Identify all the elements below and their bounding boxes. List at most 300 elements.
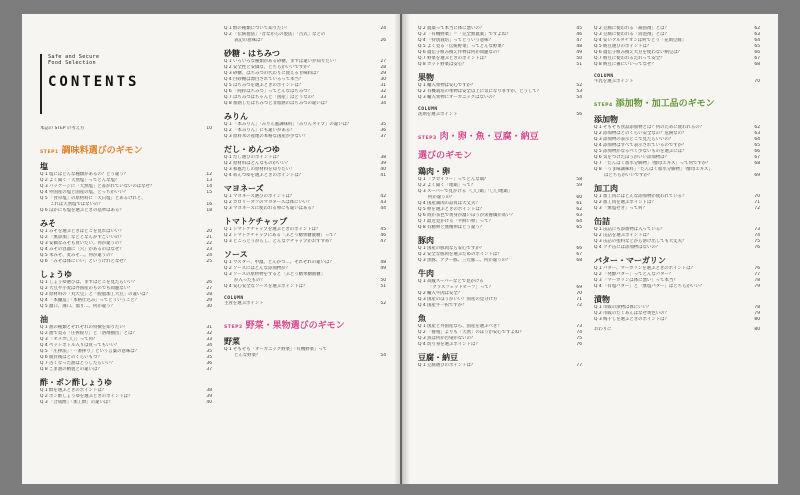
toc-entry-page: 16 bbox=[206, 202, 212, 207]
toc-entry bbox=[40, 208, 212, 214]
toc-entry-page: 70 bbox=[754, 79, 760, 84]
toc-entry-page: 35 bbox=[206, 355, 212, 360]
toc-entry bbox=[224, 206, 386, 212]
toc-entry-title: Q 6 「純粋はちみつ」ってどんなはちみつ？ bbox=[224, 89, 312, 94]
toc-entry-title: Q 2 原材料はどんなものがいい？ bbox=[224, 161, 291, 166]
toc-entry-page: 61 bbox=[576, 201, 582, 206]
right-page bbox=[402, 14, 778, 484]
page-title: CONTENTS bbox=[48, 74, 140, 91]
toc-entry-page: 46 bbox=[576, 32, 582, 37]
toc-entry-title: 牛乳を選ぶポイント bbox=[594, 79, 634, 84]
toc-entry-page: 26 bbox=[380, 38, 386, 43]
toc-entry-title: Q 3 原材料の「丸大豆」と「脱脂加工大豆」の違いは？ bbox=[40, 292, 151, 297]
toc-entry-page: 74 bbox=[576, 330, 582, 335]
toc-entry-title: Q 1 バター、マーガリンを選ぶときのポイントは？ bbox=[594, 266, 695, 271]
toc-entry-title: 「グラスフェッドビーフ」って？ bbox=[428, 285, 494, 290]
toc-entry bbox=[418, 95, 582, 101]
toc-entry bbox=[418, 258, 582, 264]
toc-entry-title: Q 3 「合成酢」「加工酢」の違いは？ bbox=[40, 400, 113, 405]
toc-entry bbox=[594, 284, 760, 290]
toc-entry bbox=[40, 400, 212, 406]
toc-entry-title: Q 2 豆腐に使われる「凝固剤」とは？ bbox=[594, 26, 669, 31]
toc-entry-title: が入ったもの？ bbox=[234, 278, 265, 283]
toc-entry-page: 49 bbox=[380, 266, 386, 271]
toc-category: 果物 bbox=[418, 73, 434, 82]
toc-entry-title: Q 5 納豆選びのポイントは？ bbox=[594, 44, 652, 49]
toc-entry-page: 58 bbox=[576, 177, 582, 182]
toc-entry bbox=[224, 38, 386, 44]
toc-entry-page: 65 bbox=[576, 225, 582, 230]
toc-entry-page: 38 bbox=[206, 388, 212, 393]
toc-entry-title: Q 4 安いグルタチオンは何でどう「充填豆腐」 bbox=[594, 38, 687, 43]
toc-category: 塩 bbox=[40, 162, 48, 171]
toc-entry-page: 66 bbox=[576, 246, 582, 251]
book-gutter bbox=[394, 14, 410, 484]
toc-column-right-2 bbox=[594, 26, 760, 333]
toc-step-heading bbox=[40, 138, 212, 157]
toc-entry-title: Q 1 ウスター、中濃、とんかつ…。それぞれの違いは？ bbox=[224, 260, 334, 265]
toc-entry-page: 40 bbox=[206, 400, 212, 405]
toc-entry-title: Q 2 「本みりん」にも違いがある？ bbox=[224, 128, 295, 133]
toc-entry-page: 28 bbox=[206, 292, 212, 297]
toc-entry-title: Q 1 そもそも「オーガニック野菜」「有機野菜」って bbox=[224, 347, 328, 352]
toc-entry-title: 本誌の STEP の考え方 bbox=[40, 126, 85, 131]
toc-entry-page: 64 bbox=[576, 219, 582, 224]
toc-entry-page: 15 bbox=[206, 190, 212, 195]
toc-entry-page: 52 bbox=[576, 83, 582, 88]
toc-step-heading bbox=[594, 91, 760, 110]
toc-entry-page: 32 bbox=[206, 331, 212, 336]
toc-entry-page: 48 bbox=[380, 260, 386, 265]
toc-entry-title: Q 4 「有塩バター」と「無塩バター」はどちらがいい？ bbox=[594, 284, 705, 289]
toc-entry-page: 24 bbox=[206, 253, 212, 258]
toc-category: みそ bbox=[40, 219, 56, 228]
step-label: STEP4 bbox=[594, 103, 613, 108]
toc-entry-title: Q 5 米みそ、麦みそ…。何が違うの？ bbox=[40, 253, 115, 258]
left-page bbox=[22, 14, 400, 484]
heading-subtitle-2: Food Selection bbox=[48, 60, 96, 67]
toc-category: 漬物 bbox=[594, 295, 610, 304]
toc-entry-title: Q 8 「うま味調味料」「たんぱく加水分解物」「酵母エキス」 bbox=[594, 167, 713, 172]
toc-entry-title: Q 5 はちみつを選ぶときのポイントは？ bbox=[224, 83, 304, 88]
toc-entry-title: Q 3 国産のほうがいい？国産の見分け方 bbox=[418, 297, 498, 302]
toc-entry bbox=[224, 134, 386, 140]
toc-entry-page: 73 bbox=[576, 324, 582, 329]
step-title: 野菜・果物選びのギモン bbox=[245, 321, 345, 331]
toc-entry bbox=[594, 317, 760, 323]
toc-entry-page: 50 bbox=[380, 278, 386, 283]
toc-entry-title: Q 2 油で見る「圧搾絞り」と「溶剤抽出」とは？ bbox=[40, 331, 137, 336]
toc-entry bbox=[594, 173, 760, 179]
toc-entry-title: Q 3 スーパーで見かける「〇〇鶏」「〇〇地鶏」 bbox=[418, 189, 513, 194]
toc-entry-page: 67 bbox=[754, 56, 760, 61]
toc-column-left-1 bbox=[40, 126, 212, 406]
toc-entry-page: 72 bbox=[754, 206, 760, 211]
toc-entry bbox=[224, 173, 386, 179]
toc-entry bbox=[418, 62, 582, 68]
toc-entry-title: Q 2 ポン酢しょうゆを選ぶときのポイントは？ bbox=[40, 394, 133, 399]
toc-entry-title: Q 3 梅干しを選ぶときのポイントは？ bbox=[594, 317, 669, 322]
toc-entry-page: 66 bbox=[754, 149, 760, 154]
toc-entry-page: 72 bbox=[576, 303, 582, 308]
toc-entry-page: 68 bbox=[576, 258, 582, 263]
toc-entry-title: Q 1 豆腐選びのポイントは？ bbox=[418, 363, 476, 368]
toc-entry-title: Q 3 安価なみそも買いたい。何が違うの？ bbox=[40, 241, 124, 246]
toc-entry-title: Q 2 よく聞く「天然塩」ってどんな塩？ bbox=[40, 178, 120, 183]
toc-entry-page: 12 bbox=[206, 172, 212, 177]
toc-entry-page: 80 bbox=[754, 327, 760, 332]
step-title: 調味料選びのギモン bbox=[61, 146, 143, 156]
toc-entry-title: Q 2 加工肉を選ぶポイントは？ bbox=[594, 200, 656, 205]
toc-entry-title: Q 1 みそを選ぶときはどこを見ればいい？ bbox=[40, 229, 124, 234]
toc-entry-page: 66 bbox=[754, 50, 760, 55]
toc-entry-title: Q 7 野菜を選ぶときのポイントは？ bbox=[418, 56, 489, 61]
toc-entry-title: Q 2 よく聞く「地鶏」って？ bbox=[418, 183, 476, 188]
toc-entry-page: 70 bbox=[576, 291, 582, 296]
toc-entry-page: 52 bbox=[380, 301, 386, 306]
toc-entry-page: 41 bbox=[380, 173, 386, 178]
toc-entry-title: Q 4 めんつゆを選ぶときのポイントは？ bbox=[224, 173, 304, 178]
toc-entry-title: Q 2 大豆や小麦は外国産のものでも問題ない？ bbox=[40, 286, 133, 291]
toc-category: 豚肉 bbox=[418, 236, 434, 245]
toc-entry-title: Q 2 缶詰を選ぶポイントは？ bbox=[594, 233, 652, 238]
toc-entry-page: 47 bbox=[576, 38, 582, 43]
toc-category: 缶詰 bbox=[594, 217, 610, 226]
toc-entry-page: 31 bbox=[380, 83, 386, 88]
toc-entry-page: 63 bbox=[754, 131, 760, 136]
toc-entry-page: 63 bbox=[754, 32, 760, 37]
toc-entry-page: 73 bbox=[754, 227, 760, 232]
toc-category: 添加物 bbox=[594, 115, 618, 124]
toc-entry-page: 37 bbox=[206, 367, 212, 372]
toc-entry-page: 27 bbox=[206, 286, 212, 291]
toc-entry-title: Q 3 ところとうがらし、どんなケチャップがおすすめ？ bbox=[224, 239, 334, 244]
column-label: COLUMN bbox=[418, 107, 438, 112]
toc-entry-title: Q 3 マヨネーズに使われる卵にも違いはある？ bbox=[224, 206, 317, 211]
toc-entry-page: 21 bbox=[206, 235, 212, 240]
toc-entry-page: 78 bbox=[754, 278, 760, 283]
toc-entry-title: おわりに bbox=[594, 327, 612, 332]
toc-entry-title: Q 1 酢の種類について知りたい！ bbox=[224, 26, 291, 31]
toc-entry bbox=[418, 303, 582, 309]
toc-entry-page: 68 bbox=[754, 161, 760, 166]
toc-entry-page: 50 bbox=[576, 56, 582, 61]
toc-entry-page: 54 bbox=[380, 353, 386, 358]
toc-entry-title: Q 6 殻が茶色で黄身が濃いほうが栄養価が高い？ bbox=[418, 213, 515, 218]
toc-entry-title: Q 5 「食卓塩」の原材料に「天日塩」とあるけれど、 bbox=[40, 196, 146, 201]
toc-entry-page: 64 bbox=[754, 38, 760, 43]
toc-entry-page: 68 bbox=[754, 62, 760, 67]
toc-entry-page: 32 bbox=[380, 89, 386, 94]
toc-entry-title: Q 4 白砂糖は漂白されているって本当？ bbox=[224, 77, 304, 82]
toc-entry-page: 45 bbox=[576, 26, 582, 31]
toc-entry-title: Q 2 有機栽培の果物は安全以上に気になりますが、どうして？ bbox=[418, 89, 542, 94]
toc-category: マヨネーズ bbox=[224, 184, 264, 193]
toc-entry-page: 59 bbox=[576, 183, 582, 188]
toc-entry-page: 43 bbox=[380, 200, 386, 205]
toc-entry bbox=[594, 245, 760, 251]
toc-entry-title: Q 2 「伝統製法」「昔ながらの製法」「古式」などの bbox=[224, 32, 326, 37]
toc-entry-page: 23 bbox=[206, 247, 212, 252]
column-label: COLUMN bbox=[224, 296, 244, 301]
toc-entry-title: Q 3 輸入果物にオーガニックはないの？ bbox=[418, 95, 498, 100]
toc-entry-page: 69 bbox=[754, 173, 760, 178]
toc-entry-title: Q 1 加工肉にはどんな添加物が使われている？ bbox=[594, 194, 687, 199]
toc-entry-page: 62 bbox=[576, 207, 582, 212]
toc-entry-page: 64 bbox=[754, 137, 760, 142]
toc-entry-page: 20 bbox=[206, 229, 212, 234]
toc-category: 魚 bbox=[418, 314, 426, 323]
toc-entry bbox=[418, 363, 582, 369]
toc-entry-title: これは天然塩ではないの？ bbox=[50, 202, 103, 207]
toc-entry bbox=[40, 367, 212, 373]
toc-entry-page: 42 bbox=[380, 194, 386, 199]
toc-entry-title: Q 7 はちみつはちゃんと「国産」はどうなの？ bbox=[224, 95, 317, 100]
toc-entry-title: Q 1 高級スーパーなどで見かける bbox=[418, 279, 484, 284]
toc-entry-page: 51 bbox=[380, 284, 386, 289]
toc-entry-page: 25 bbox=[206, 259, 212, 264]
toc-entry-page: 69 bbox=[576, 285, 582, 290]
toc-category: しょうゆ bbox=[40, 270, 72, 279]
toc-entry-title: Q 1 しょうゆ選びは、まずはどこを見たらいい？ bbox=[40, 280, 137, 285]
toc-entry-page: 62 bbox=[754, 26, 760, 31]
toc-entry-title: Q 4 ペットボトル入りは買ってもいい？ bbox=[40, 343, 120, 348]
toc-entry-title: Q 6 「みそは体にいい」というけれどなぜ？ bbox=[40, 259, 129, 264]
toc-entry-title: Q 6 開封後はどのくらいもつ？ bbox=[40, 355, 102, 360]
toc-entry-title: Q 1 「ブロイラー」ってどんな鶏？ bbox=[418, 177, 489, 182]
heading-rule bbox=[40, 54, 42, 114]
toc-entry-title: Q 3 「オメガ〇〇」って何？ bbox=[40, 337, 98, 342]
toc-entry-title: Q 3 黒豚、アグー豚、三元豚…。何が違うの？ bbox=[418, 258, 511, 263]
toc-entry-title: Q 4 外国産の塩と国産の塩、どっちがいい？ bbox=[40, 190, 128, 195]
toc-entry-page: 78 bbox=[754, 305, 760, 310]
toc-entry-title: Q 2 ソースにはどんな添加物が？ bbox=[224, 266, 290, 271]
toc-category: 野菜 bbox=[224, 337, 240, 346]
toc-entry-page: 76 bbox=[754, 245, 760, 250]
toc-entry-title: Q 3 「無塩せき」って何？ bbox=[594, 206, 647, 211]
toc-entry-title: Q 1 マヨネーズ選びのポイントは？ bbox=[224, 194, 295, 199]
toc-column-left-2 bbox=[224, 26, 386, 359]
toc-entry-page: 77 bbox=[576, 363, 582, 368]
step-title: 肉・卵・魚・豆腐・納豆 選びのギモン bbox=[418, 132, 539, 161]
toc-entry-title: Q 2 「養殖」よりも「天然」のほうが安心ですよね？ bbox=[418, 330, 524, 335]
toc-entry-title: Q 1 いろいろな種類がある砂糖、まずは違いが知りたい！ bbox=[224, 59, 339, 64]
toc-entry-title: Q 1 そもそも食品添加物とは？何のために使われるの？ bbox=[594, 125, 705, 130]
toc-entry-title: 主食を選ぶポイント bbox=[224, 301, 264, 306]
toc-entry-page: 30 bbox=[206, 304, 212, 309]
toc-entry-page: 74 bbox=[754, 233, 760, 238]
toc-entry-title: Q 2 輸入牛肉は安全？ bbox=[418, 291, 463, 296]
toc-entry-page: 63 bbox=[576, 213, 582, 218]
toc-entry-page: 29 bbox=[206, 298, 212, 303]
toc-entry-title: Q 5 よく見る「伝統野菜」ってどんな野菜？ bbox=[418, 44, 507, 49]
toc-entry-title: Q 3 和風だしの原材料を知りたい！ bbox=[224, 167, 295, 172]
toc-entry-page: 44 bbox=[380, 206, 386, 211]
toc-category: 酢・ポン酢しょうゆ bbox=[40, 378, 112, 387]
toc-entry-title: Q 4 国産鶏肉の品質は大丈夫？ bbox=[418, 201, 480, 206]
toc-entry-page: 30 bbox=[380, 77, 386, 82]
toc-entry-page: 80 bbox=[754, 317, 760, 322]
toc-entry-page: 33 bbox=[380, 95, 386, 100]
toc-entry bbox=[224, 101, 386, 107]
toc-entry bbox=[594, 327, 760, 333]
toc-entry-page: 29 bbox=[380, 71, 386, 76]
toc-entry-title: Q 6 気をつけたほうがいい添加物は？ bbox=[594, 155, 669, 160]
step-title: 添加物・加工品のギモン bbox=[615, 99, 715, 109]
toc-entry-page: 40 bbox=[380, 167, 386, 172]
toc-entry-title: Q 4 添加物はすべて表示されているのですか？ bbox=[594, 143, 687, 148]
toc-category: 砂糖・はちみつ bbox=[224, 49, 280, 58]
toc-category: トマトケチャップ bbox=[224, 217, 288, 226]
step-label: STEP2 bbox=[224, 325, 243, 330]
toc-entry-title: Q 4 ツナ缶には添加物はないの？ bbox=[594, 245, 661, 250]
toc-entry-title: Q 2 トマトケチャップにある「ぶどう糖果糖液糖」って？ bbox=[224, 233, 339, 238]
toc-entry-page: 46 bbox=[380, 233, 386, 238]
toc-entry-page: 79 bbox=[754, 284, 760, 289]
toc-entry-title: Q 3 原料米の産地の本格な国産が少ない？ bbox=[224, 134, 308, 139]
toc-entry-page: 14 bbox=[206, 184, 212, 189]
toc-entry-page: 34 bbox=[206, 343, 212, 348]
toc-entry-page: 76 bbox=[754, 266, 760, 271]
toc-entry-page: 28 bbox=[380, 65, 386, 70]
toc-entry-title: Q 2 「発酵バター」ってどんなバター？ bbox=[594, 272, 674, 277]
toc-entry-title: Q 7 納豆に使われるたれって安全？ bbox=[594, 56, 665, 61]
toc-entry-title: Q 3 「マーガリンは体に悪い」って本当？ bbox=[594, 278, 678, 283]
toc-entry-page: 76 bbox=[576, 342, 582, 347]
toc-entry-title: Q 3 豆腐に使われる「消泡剤」とは？ bbox=[594, 32, 669, 37]
toc-entry-page: 75 bbox=[754, 239, 760, 244]
toc-entry-page: 22 bbox=[206, 241, 212, 246]
toc-entry-title: Q 8 カット野菜は安心？ bbox=[418, 62, 467, 67]
toc-entry-title: Q 3 缶詰の塗料などから溶け出しても大丈夫？ bbox=[594, 239, 687, 244]
toc-entry-page: 62 bbox=[754, 125, 760, 130]
toc-entry-title: Q 3 パッケージに「天然塩」と書かれていないのはなぜ？ bbox=[40, 184, 155, 189]
toc-category: バター・マーガリン bbox=[594, 256, 666, 265]
toc-entry-title: Q 1 国産の豚肉なら安心ですか？ bbox=[418, 246, 485, 251]
toc-entry-title: Q 2 市販のたくあんはなぜ黄色いの？ bbox=[594, 311, 669, 316]
toc-entry-title: Q 4 安心安全なソースを選ぶポイントは？ bbox=[224, 284, 308, 289]
toc-entry-title: Q 5 「圧搾法」「一番搾り」という言葉の意味は？ bbox=[40, 349, 140, 354]
toc-entry-title: Q 4 「特別栽培」ってどういう意味？ bbox=[418, 38, 493, 43]
toc-entry-page: 38 bbox=[380, 155, 386, 160]
toc-entry-page: 49 bbox=[576, 50, 582, 55]
toc-entry-title: Q 6 遺伝子組み換え大豆を使わない納豆は？ bbox=[594, 50, 683, 55]
toc-entry-page: 51 bbox=[576, 62, 582, 67]
toc-entry-page: 27 bbox=[380, 59, 386, 64]
toc-category: 鶏肉・卵 bbox=[418, 167, 450, 176]
toc-entry-title: Q 4 「本醸造」「本格仕込み」ってどういうこと？ bbox=[40, 298, 140, 303]
toc-entry-title: Q 5 卵を選ぶときのポイントは？ bbox=[418, 207, 485, 212]
toc-category: 加工肉 bbox=[594, 184, 618, 193]
toc-category: だし・めんつゆ bbox=[224, 145, 280, 154]
toc-entry bbox=[224, 239, 386, 245]
toc-entry bbox=[594, 79, 760, 85]
toc-category: みりん bbox=[224, 112, 248, 121]
toc-entry-title: Q 2 「無添加」などとなんかすごいいの？ bbox=[40, 235, 124, 240]
toc-entry bbox=[418, 112, 582, 118]
toc-entry-title: Q 4 みその容器に「穴」があるのはなぜ？ bbox=[40, 247, 124, 252]
contents-heading bbox=[40, 54, 168, 114]
toc-entry-title: はどちらがいいですか？ bbox=[604, 173, 653, 178]
toc-entry-title: Q 1 トマトケチャップを選ぶときのポイントは？ bbox=[224, 227, 321, 232]
toc-entry-page: 31 bbox=[206, 325, 212, 330]
toc-entry bbox=[224, 284, 386, 290]
toc-entry bbox=[224, 353, 386, 359]
toc-entry bbox=[418, 225, 582, 231]
toc-entry-page: 77 bbox=[754, 272, 760, 277]
toc-entry-title: Q 7 古くなった油はどうしたらいい？ bbox=[40, 361, 115, 366]
toc-entry-title: Q 1 だし選びのポイントは？ bbox=[224, 155, 282, 160]
toc-entry-title: Q 3 添加物の表示どこで見たらいいの？ bbox=[594, 137, 674, 142]
toc-entry-page: 34 bbox=[380, 101, 386, 106]
toc-entry-page: 18 bbox=[206, 208, 212, 213]
toc-entry bbox=[594, 62, 760, 68]
toc-entry-title: Q 3 砂糖、はちみつの代わりに使える甘味料は？ bbox=[224, 71, 321, 76]
toc-entry bbox=[224, 301, 386, 307]
book-spread bbox=[22, 14, 778, 484]
toc-entry-title: Q 2 安全性と安価な、どちらがいいですか？ bbox=[224, 65, 313, 70]
toc-category: 豆腐・納豆 bbox=[418, 353, 458, 362]
toc-entry-title: Q 1 缶詰にも添加物は入っている？ bbox=[594, 227, 665, 232]
toc-entry bbox=[40, 259, 212, 265]
toc-entry-title: Q 2 添加物はどのくらい安全なの？危険なの？ bbox=[594, 131, 687, 136]
toc-entry bbox=[418, 342, 582, 348]
toc-entry-page: 13 bbox=[206, 178, 212, 183]
toc-category: 油 bbox=[40, 315, 48, 324]
toc-entry-title: どんな野菜？ bbox=[234, 353, 261, 358]
toc-entry-title: Q 4 国産牛一択ですか？ bbox=[418, 303, 467, 308]
toc-entry-page: 71 bbox=[576, 297, 582, 302]
toc-entry-title: Q 3 「有機野菜」＝「完全無農薬」ですよね？ bbox=[418, 32, 511, 37]
toc-entry-title: Q 4 切り身を選ぶポイントは？ bbox=[418, 342, 480, 347]
toc-category: 牛肉 bbox=[418, 269, 434, 278]
toc-entry-title: 洗剤を選ぶポイント bbox=[418, 112, 458, 117]
toc-entry-title: Q 5 添加物がなるべく少ないものを選ぶには？ bbox=[594, 149, 687, 154]
toc-entry-title: Q 1 「本みりん」「みりん風調味料」「みりんタイプ」の違いは？ bbox=[224, 122, 352, 127]
toc-entry-title: Q 5 濃口、薄口、溜り…。何が違う？ bbox=[40, 304, 115, 309]
toc-entry-page: 33 bbox=[206, 337, 212, 342]
toc-entry-page: 79 bbox=[754, 311, 760, 316]
toc-entry-title: Q 3 魚は何が汚染がないの？ bbox=[418, 336, 476, 341]
toc-entry-page: 37 bbox=[380, 134, 386, 139]
toc-entry-page: 60 bbox=[576, 195, 582, 200]
toc-entry-title: Q 8 納豆に蕃にいいってなぜ？ bbox=[594, 62, 656, 67]
toc-entry-page: 70 bbox=[754, 194, 760, 199]
toc-entry-page: 67 bbox=[576, 252, 582, 257]
toc-entry-title: Q 8 有精卵と無精卵はどう違う？ bbox=[418, 225, 485, 230]
toc-entry-page: 39 bbox=[206, 394, 212, 399]
toc-entry-title: Q 2 農薬って本当に体に悪いの？ bbox=[418, 26, 485, 31]
column-label: COLUMN bbox=[594, 74, 614, 79]
toc-entry-title: Q 1 酢を選ぶときのポイントは？ bbox=[40, 388, 107, 393]
toc-entry-title: Q 2 カロリーオフのマヨネーズは体にいい？ bbox=[224, 200, 312, 205]
toc-entry-title: Q 7 「たんぱく加水分解物」「酵母エキス」って何ですか？ bbox=[594, 161, 711, 166]
toc-entry-title: Q 7 最近見かける「平飼い卵」って？ bbox=[418, 219, 493, 224]
toc-step-heading bbox=[418, 124, 582, 162]
toc-entry-page: 35 bbox=[380, 122, 386, 127]
toc-entry-title: Q 2 安全な豚肉を選ぶためのポイントは？ bbox=[418, 252, 502, 257]
toc-entry-page: 47 bbox=[380, 239, 386, 244]
step-label: STEP1 bbox=[40, 150, 59, 155]
toc-column-right-1 bbox=[418, 26, 582, 369]
toc-entry-title: 何が違うの？ bbox=[428, 195, 455, 200]
toc-entry-title: Q 3 ソースの原材物をすると「ぶどう糖果糖液糖」 bbox=[224, 272, 326, 277]
heading-subtitle-1: Safe and Secure bbox=[48, 54, 100, 60]
toc-entry-page: 26 bbox=[206, 280, 212, 285]
toc-entry bbox=[594, 206, 760, 212]
toc-entry-title: Q 6 遺伝子組み換え作物は何が問題なの？ bbox=[418, 50, 502, 55]
toc-entry-page: 65 bbox=[754, 44, 760, 49]
